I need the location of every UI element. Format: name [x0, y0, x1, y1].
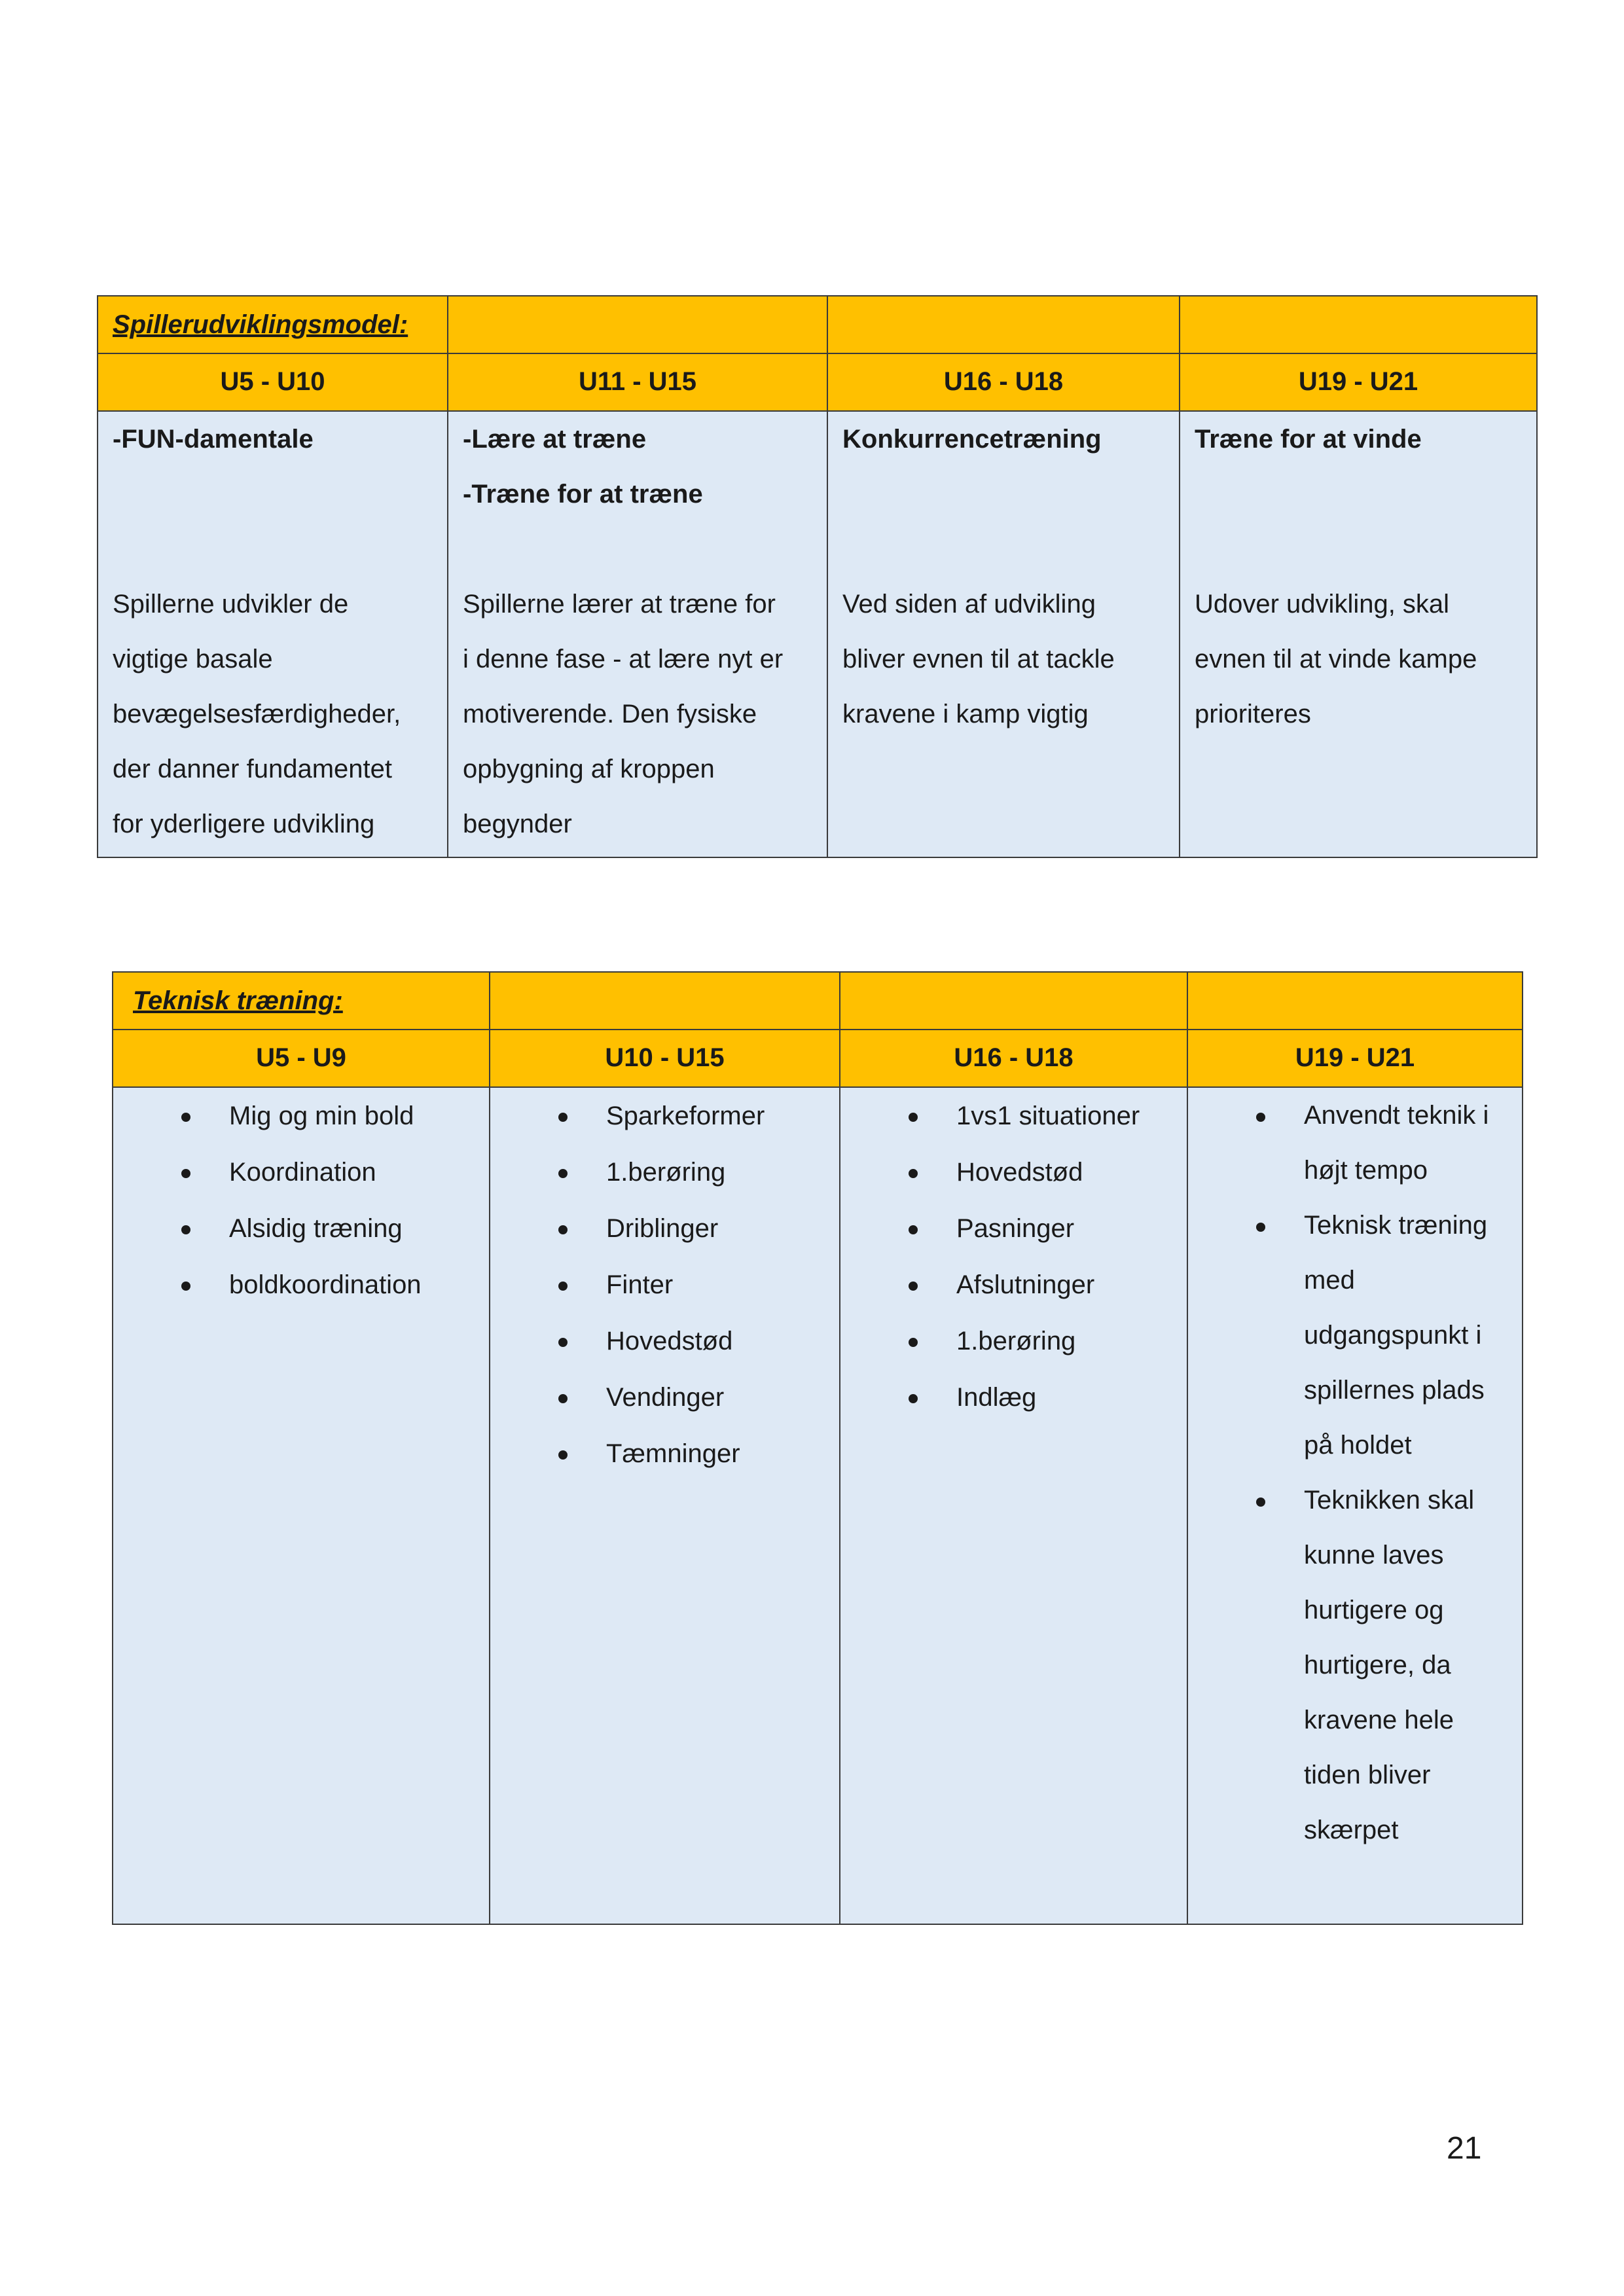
list-item: Afslutninger: [840, 1257, 1187, 1313]
list-item: 1.berøring: [840, 1313, 1187, 1369]
stage-description-line: i denne fase - at lære nyt er: [463, 645, 784, 673]
skills-cell: [113, 1087, 490, 1924]
list-item: Hovedstød: [840, 1144, 1187, 1200]
stage-cell: [1180, 411, 1537, 857]
empty-header-cell: [827, 296, 1180, 353]
stage-cell: [827, 411, 1180, 857]
stage-description-line: bevægelsesfærdigheder,: [113, 700, 401, 728]
stage-description-line: Spillerne udvikler de: [113, 590, 349, 619]
stage-cell: [98, 411, 448, 857]
stage-headline: -Lære at træne: [463, 425, 647, 454]
list-item: Finter: [490, 1257, 839, 1313]
skills-row: [113, 1087, 1523, 1924]
age-group-header: U10 - U15: [490, 1030, 840, 1087]
stage-headline: Konkurrencetræning: [842, 425, 1102, 454]
description-row: [98, 411, 1537, 857]
stage-headline: -FUN-damentale: [113, 425, 314, 454]
age-group-header: U16 - U18: [840, 1030, 1187, 1087]
skills-list: [1188, 1088, 1522, 1857]
stage-description-line: bliver evnen til at tackle: [842, 645, 1115, 673]
skills-cell: [840, 1087, 1187, 1924]
age-group-header: U5 - U10: [98, 353, 448, 411]
list-item: Vendinger: [490, 1369, 839, 1426]
list-item: Alsidig træning: [113, 1200, 489, 1257]
list-item: Mig og min bold: [113, 1088, 489, 1144]
stage-description-line: evnen til at vinde kampe: [1195, 645, 1477, 673]
list-item: Koordination: [113, 1144, 489, 1200]
empty-header-cell: [1180, 296, 1537, 353]
stage-description-line: kravene i kamp vigtig: [842, 700, 1089, 728]
skills-cell: [1187, 1087, 1523, 1924]
stage-cell: [448, 411, 827, 857]
stage-headline: Træne for at vinde: [1195, 425, 1422, 454]
player-development-table: [97, 295, 1538, 858]
age-group-header: U19 - U21: [1187, 1030, 1523, 1087]
table-title-row: [98, 296, 1537, 353]
page-number: 21: [1447, 2131, 1482, 2166]
stage-description-line: motiverende. Den fysiske: [463, 700, 757, 728]
stage-description-line: der danner fundamentet: [113, 755, 392, 783]
stage-description-line: begynder: [463, 810, 572, 838]
empty-header-cell: [1187, 972, 1523, 1030]
skills-cell: [490, 1087, 840, 1924]
list-item: Anvendt teknik i højt tempo: [1188, 1088, 1522, 1198]
empty-header-cell: [448, 296, 827, 353]
skills-list: [490, 1088, 839, 1482]
skills-list: [113, 1088, 489, 1313]
age-group-header: U11 - U15: [448, 353, 827, 411]
list-item: Teknisk træning med udgangspunkt i spillernes plads på holdet: [1188, 1198, 1522, 1473]
list-item: Tæmninger: [490, 1426, 839, 1482]
technical-training-table: [112, 971, 1523, 1925]
table-title-cell: [98, 296, 448, 353]
stage-description-line: Udover udvikling, skal: [1195, 590, 1450, 619]
stage-description-line: Spillerne lærer at træne for: [463, 590, 776, 619]
stage-headline: -Træne for at træne: [463, 480, 703, 509]
empty-header-cell: [490, 972, 840, 1030]
stage-description-line: opbygning af kroppen: [463, 755, 715, 783]
table-title: Teknisk træning:: [133, 986, 343, 1015]
age-group-header: U19 - U21: [1180, 353, 1537, 411]
table-title: Spillerudviklingsmodel:: [113, 310, 408, 339]
stage-description-line: vigtige basale: [113, 645, 273, 673]
table-title-cell: [113, 972, 490, 1030]
list-item: boldkoordination: [113, 1257, 489, 1313]
list-item: Indlæg: [840, 1369, 1187, 1426]
stage-description-line: prioriteres: [1195, 700, 1311, 728]
skills-list: [840, 1088, 1187, 1426]
age-group-header: U5 - U9: [113, 1030, 490, 1087]
list-item: 1.berøring: [490, 1144, 839, 1200]
table-title-row: [113, 972, 1523, 1030]
age-group-row: [113, 1030, 1523, 1087]
stage-description-line: Ved siden af udvikling: [842, 590, 1096, 619]
age-group-row: [98, 353, 1537, 411]
list-item: Teknikken skal kunne laves hurtigere og hurtigere, da kravene hele tiden bliver skærpet: [1188, 1473, 1522, 1857]
list-item: Pasninger: [840, 1200, 1187, 1257]
list-item: Sparkeformer: [490, 1088, 839, 1144]
age-group-header: U16 - U18: [827, 353, 1180, 411]
empty-header-cell: [840, 972, 1187, 1030]
list-item: 1vs1 situationer: [840, 1088, 1187, 1144]
list-item: Driblinger: [490, 1200, 839, 1257]
list-item: Hovedstød: [490, 1313, 839, 1369]
stage-description-line: for yderligere udvikling: [113, 810, 375, 838]
